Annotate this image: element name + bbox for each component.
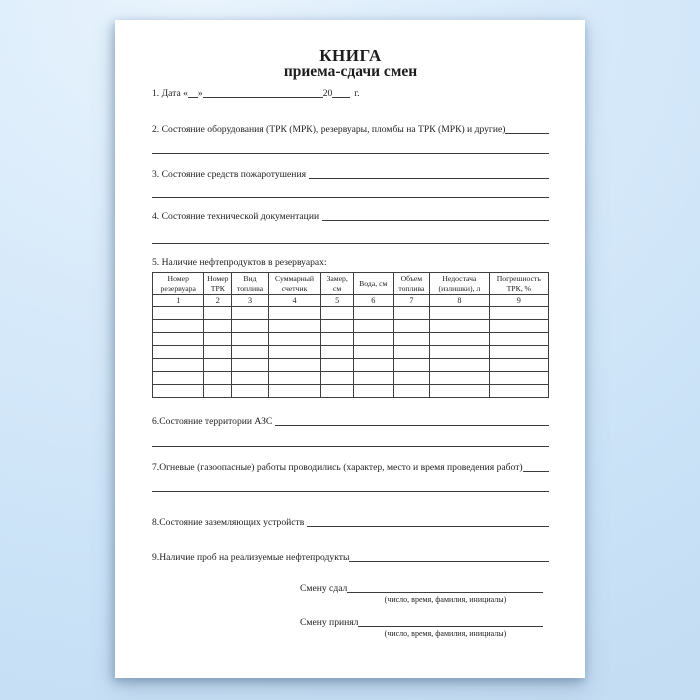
table-cell-empty bbox=[153, 333, 204, 346]
table-cell-empty bbox=[232, 320, 269, 333]
table-body bbox=[153, 307, 549, 398]
column-number: 3 bbox=[232, 295, 269, 307]
table-cell-empty bbox=[269, 307, 321, 320]
shift-accepted-row bbox=[300, 617, 543, 628]
table-cell-empty bbox=[153, 320, 204, 333]
paper-sheet bbox=[115, 20, 585, 678]
column-number: 6 bbox=[354, 295, 394, 307]
table-cell-empty bbox=[490, 333, 549, 346]
form-item-2 bbox=[152, 124, 549, 135]
table-cell-empty bbox=[153, 385, 204, 398]
table-cell-empty bbox=[354, 320, 394, 333]
column-header: Вода, см bbox=[354, 273, 394, 295]
table-cell-empty bbox=[354, 385, 394, 398]
table-cell-empty bbox=[490, 359, 549, 372]
table-cell-empty bbox=[153, 372, 204, 385]
form-item-3 bbox=[152, 169, 549, 180]
shift-accepted-label: Смену принял bbox=[300, 617, 359, 628]
table-cell-empty bbox=[394, 385, 431, 398]
table-cell-empty bbox=[321, 359, 354, 372]
date-day-blank bbox=[188, 97, 198, 98]
table-cell-empty bbox=[204, 346, 232, 359]
form-item-8 bbox=[152, 517, 549, 528]
table-cell-empty bbox=[430, 346, 489, 359]
table-cell-empty bbox=[394, 307, 431, 320]
column-number: 9 bbox=[490, 295, 549, 307]
table-row bbox=[153, 372, 549, 385]
column-header: Суммарный счетчик bbox=[269, 273, 321, 295]
table-cell-empty bbox=[204, 307, 232, 320]
form-item-4 bbox=[152, 211, 549, 222]
date-month-blank bbox=[203, 97, 323, 98]
table-cell-empty bbox=[430, 320, 489, 333]
date-year-blank bbox=[332, 97, 350, 98]
column-header: Вид топлива bbox=[232, 273, 269, 295]
table-cell-empty bbox=[394, 372, 431, 385]
table-cell-empty bbox=[490, 320, 549, 333]
item-7-continuation-line bbox=[152, 491, 549, 492]
item-2-label: 2. Состояние оборудования (ТРК (МРК), резервуары, пломбы на ТРК (МРК) и другие) bbox=[152, 124, 506, 135]
item-4-label: 4. Состояние технической документации bbox=[152, 211, 320, 222]
column-number: 1 bbox=[153, 295, 204, 307]
item-9-blank bbox=[349, 561, 549, 562]
shift-handed-over-blank bbox=[347, 592, 543, 593]
shift-accepted-caption: (число, время, фамилия, инициалы) bbox=[384, 629, 507, 638]
item-7-blank bbox=[523, 471, 549, 472]
column-number: 8 bbox=[430, 295, 489, 307]
table-cell-empty bbox=[394, 320, 431, 333]
table-row bbox=[153, 307, 549, 320]
table-cell-empty bbox=[321, 385, 354, 398]
table-cell-empty bbox=[490, 372, 549, 385]
table-cell-empty bbox=[490, 346, 549, 359]
item-6-blank bbox=[275, 425, 549, 426]
item-3-continuation-line bbox=[152, 197, 549, 198]
document-title-line2: приема-сдачи смен bbox=[283, 63, 418, 80]
table-cell-empty bbox=[232, 307, 269, 320]
column-number: 7 bbox=[394, 295, 431, 307]
table-cell-empty bbox=[430, 385, 489, 398]
date-year-prefix: 20 bbox=[322, 88, 333, 99]
table-row bbox=[153, 320, 549, 333]
table-cell-empty bbox=[321, 320, 354, 333]
table-cell-empty bbox=[204, 359, 232, 372]
column-number: 5 bbox=[321, 295, 354, 307]
table-cell-empty bbox=[430, 359, 489, 372]
form-item-6 bbox=[152, 416, 549, 427]
item-8-blank bbox=[307, 526, 549, 527]
item-2-blank bbox=[505, 133, 549, 134]
table-row bbox=[153, 346, 549, 359]
table-cell-empty bbox=[269, 320, 321, 333]
item-6-label: 6.Состояние территории АЗС bbox=[152, 416, 273, 427]
form-item-9 bbox=[152, 552, 549, 563]
date-label: 1. Дата « bbox=[152, 88, 188, 99]
table-row bbox=[153, 333, 549, 346]
date-year-suffix: г. bbox=[354, 88, 360, 99]
column-header: Погрешность ТРК, % bbox=[490, 273, 549, 295]
table-cell-empty bbox=[394, 333, 431, 346]
table-cell-empty bbox=[321, 333, 354, 346]
item-7-label: 7.Огневые (газоопасные) работы проводились (характер, место и время проведения работ) bbox=[152, 462, 523, 473]
table-cell-empty bbox=[204, 385, 232, 398]
table-cell-empty bbox=[321, 307, 354, 320]
item-9-label: 9.Наличие проб на реализуемые нефтепродукты bbox=[152, 552, 350, 563]
column-header: Объем топлива bbox=[394, 273, 431, 295]
table-cell-empty bbox=[269, 333, 321, 346]
table-header-row bbox=[153, 273, 549, 295]
item-3-label: 3. Состояние средств пожаротушения bbox=[152, 169, 306, 180]
table-cell-empty bbox=[354, 307, 394, 320]
shift-handed-over-caption: (число, время, фамилия, инициалы) bbox=[384, 595, 507, 604]
table-cell-empty bbox=[269, 359, 321, 372]
item-4-blank bbox=[322, 220, 549, 221]
table-cell-empty bbox=[354, 346, 394, 359]
column-header: Недостача (излишки), л bbox=[430, 273, 489, 295]
column-header: Номер резервуара bbox=[153, 273, 204, 295]
table-cell-empty bbox=[204, 333, 232, 346]
shift-handed-over-label: Смену сдал bbox=[300, 583, 348, 594]
item-3-blank bbox=[309, 178, 549, 179]
column-number: 2 bbox=[204, 295, 232, 307]
form-item-date bbox=[152, 88, 549, 99]
form-content bbox=[152, 20, 549, 639]
table-cell-empty bbox=[232, 385, 269, 398]
column-header: Номер ТРК bbox=[204, 273, 232, 295]
table-cell-empty bbox=[232, 359, 269, 372]
table-cell-empty bbox=[321, 372, 354, 385]
table-cell-empty bbox=[232, 333, 269, 346]
item-2-continuation-line bbox=[152, 153, 549, 154]
table-cell-empty bbox=[430, 307, 489, 320]
fuel-reservoirs-table bbox=[152, 272, 549, 398]
shift-accepted-blank bbox=[358, 626, 543, 627]
table-cell-empty bbox=[430, 372, 489, 385]
date-quote-close: » bbox=[197, 88, 203, 99]
table-cell-empty bbox=[354, 333, 394, 346]
item-8-label: 8.Состояние заземляющих устройств bbox=[152, 517, 305, 528]
table-cell-empty bbox=[204, 372, 232, 385]
column-header: Замер, см bbox=[321, 273, 354, 295]
table-cell-empty bbox=[153, 359, 204, 372]
table-cell-empty bbox=[269, 372, 321, 385]
table-cell-empty bbox=[204, 320, 232, 333]
table-cell-empty bbox=[269, 385, 321, 398]
table-cell-empty bbox=[354, 372, 394, 385]
item-6-continuation-line bbox=[152, 446, 549, 447]
column-number: 4 bbox=[269, 295, 321, 307]
table-row bbox=[153, 359, 549, 372]
document-title-line1: КНИГА bbox=[319, 46, 382, 65]
table-column-numbers-row bbox=[153, 295, 549, 307]
table-cell-empty bbox=[232, 346, 269, 359]
table-cell-empty bbox=[232, 372, 269, 385]
table-cell-empty bbox=[269, 346, 321, 359]
form-item-7 bbox=[152, 462, 549, 473]
shift-handed-over-row bbox=[300, 583, 543, 594]
table-cell-empty bbox=[394, 359, 431, 372]
table-cell-empty bbox=[153, 307, 204, 320]
table-cell-empty bbox=[354, 359, 394, 372]
item-4-continuation-line bbox=[152, 243, 549, 244]
table-cell-empty bbox=[490, 307, 549, 320]
table-cell-empty bbox=[430, 333, 489, 346]
table-cell-empty bbox=[321, 346, 354, 359]
table-row bbox=[153, 385, 549, 398]
table-cell-empty bbox=[490, 385, 549, 398]
table-cell-empty bbox=[394, 346, 431, 359]
form-item-5 bbox=[152, 257, 549, 268]
item-5-label: 5. Наличие нефтепродуктов в резервуарах: bbox=[152, 257, 327, 268]
table-cell-empty bbox=[153, 346, 204, 359]
